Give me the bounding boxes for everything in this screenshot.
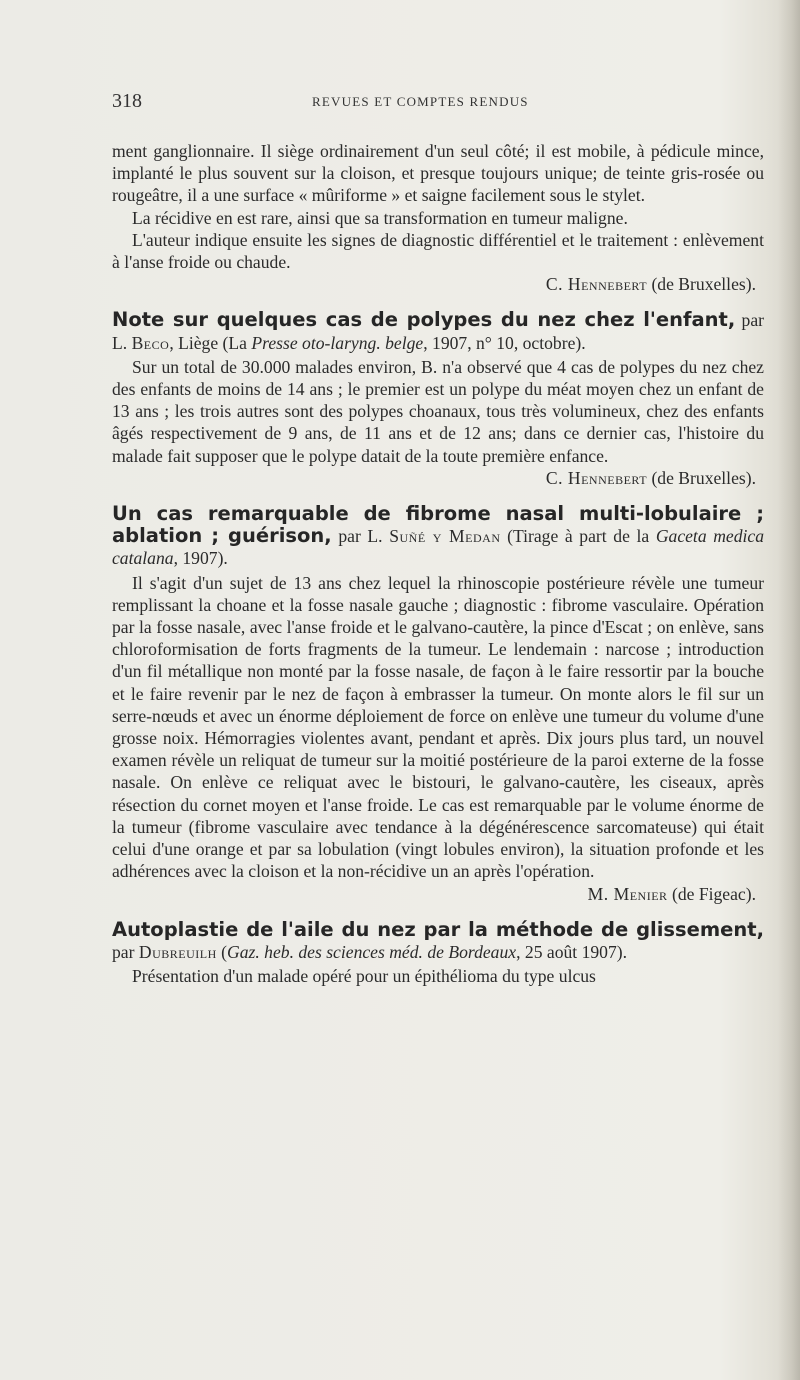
journal-name: Gaceta medica catalana xyxy=(112,526,765,569)
signature-name: C. Hennebert xyxy=(545,274,648,295)
signature-place: (de Figeac). xyxy=(671,883,756,904)
byline-prefix: par L. xyxy=(338,526,383,547)
entry-body: Il s'agit d'un sujet de 13 ans chez lequel la rhinoscopie postérieure révèle une tumeur remplissant la choane et la fosse nasale gauche ; diagnostic : fibrome vasculaire. Opération par la fosse nasale, avec l'anse froide et le galvano-cautère, la pince d'Escat ; on enlève, sans chloroformisation de forts fragments de la tumeur. Le lendemain : narcose ; introduction d'un fil métallique non monté par la fosse nasale, de façon à le faire ressortir par la bouche et le faire revenir par le nez de façon à embrasser la tumeur. On monte alors le fil sur un serre-nœuds et avec un énorme déploiement de force on enlève une tumeur du volume d'une grosse noix. Hémorragies violentes avant, pendant et après. Dix jours plus tard, un nouvel examen révèle un reliquat de tumeur sur la moitié postérieure de la paroi externe de la fosse nasale. On enlève ce reliquat avec le bistouri, le galvano-cautère, les ciseaux, après résection du cornet moyen et l'anse froide. Le cas est remarquable par le volume énorme de la tumeur (fibrome vasculaire avec tendance à la dégénérescence sarcomateuse) qui était celui d'une orange et par sa lobulation (vingt lobules environ), la situation profonde et les adhérences avec la cloison et la non-récidive un an après l'opération. xyxy=(112,572,764,882)
byline-mid: , Liège (La xyxy=(169,332,247,353)
review-entry xyxy=(112,503,764,905)
entry-signature xyxy=(112,883,764,905)
journal-name: Presse oto-laryng. belge xyxy=(251,332,424,353)
entry-heading xyxy=(112,919,764,963)
page-number: 318 xyxy=(112,90,142,112)
article-title: Note sur quelques cas de polypes du nez chez l'enfant, xyxy=(112,308,736,332)
entry-heading xyxy=(112,309,764,353)
entry-body: Sur un total de 30.000 malades environ, B. n'a observé que 4 cas de polypes du nez chez des enfants de moins de 14 ans ; le premier est un polype du méat moyen chez un enfant de 13 ans ; les trois autres sont des polypes choanaux, tous très volumineux, chez des enfants âgés respectivement de 9 ans, de 11 ans et de 12 ans; dans ce dernier cas, l'histoire du malade fait supposer que le polype datait de la toute première enfance. xyxy=(112,356,764,466)
review-entry xyxy=(112,919,764,988)
page-edge-shadow xyxy=(778,0,800,1380)
entry-body: Présentation d'un malade opéré pour un épithélioma du type ulcus xyxy=(132,966,596,987)
signature-name: M. Menier xyxy=(587,883,668,904)
entry-heading xyxy=(112,503,764,570)
byline-prefix: par L. xyxy=(112,310,764,353)
intro-signature xyxy=(112,273,764,295)
article-title: Un cas remarquable de fibrome nasal multi-lobulaire ; ablation ; guérison, xyxy=(112,502,764,548)
intro-continuation: ment ganglionnaire. Il siège ordinairement d'un seul côté; il est mobile, à pédicule mince, implanté le plus souvent sur la cloison, et presque toujours unique; de teinte gris-rosée ou rougeâtre, il a une surface « mûriforme » et saigne facilement sous le stylet. xyxy=(112,141,764,206)
intro-auteur: L'auteur indique ensuite les signes de diagnostic différentiel et le traitement : enlèvement à l'anse froide ou chaude. xyxy=(112,229,764,273)
signature-place: (de Bruxelles). xyxy=(651,467,756,488)
article-author: Dubreuilh xyxy=(138,941,217,962)
journal-name: Gaz. heb. des sciences méd. de Bordeaux xyxy=(227,941,517,962)
byline-mid: ( xyxy=(216,941,228,962)
byline-mid: (Tirage à part de la xyxy=(500,526,650,547)
page-text xyxy=(112,140,764,987)
article-title: Autoplastie de l'aile du nez par la méthode de glissement, xyxy=(112,917,764,941)
signature-name: C. Hennebert xyxy=(545,467,648,488)
page-header xyxy=(112,90,764,116)
running-head: REVUES ET COMPTES RENDUS xyxy=(312,94,529,109)
intro-recidive: La récidive en est rare, ainsi que sa transformation en tumeur maligne. xyxy=(132,207,628,228)
byline-suffix: , 1907). xyxy=(173,548,228,569)
article-author: Suñé y Medan xyxy=(389,526,501,547)
entry-signature xyxy=(112,467,764,489)
review-entry xyxy=(112,309,764,489)
signature-place: (de Bruxelles). xyxy=(651,274,756,295)
article-author: Beco xyxy=(131,332,170,353)
byline-suffix: , 25 août 1907). xyxy=(516,941,628,962)
byline-prefix: par xyxy=(112,941,135,962)
byline-suffix: , 1907, n° 10, octobre). xyxy=(423,332,586,353)
